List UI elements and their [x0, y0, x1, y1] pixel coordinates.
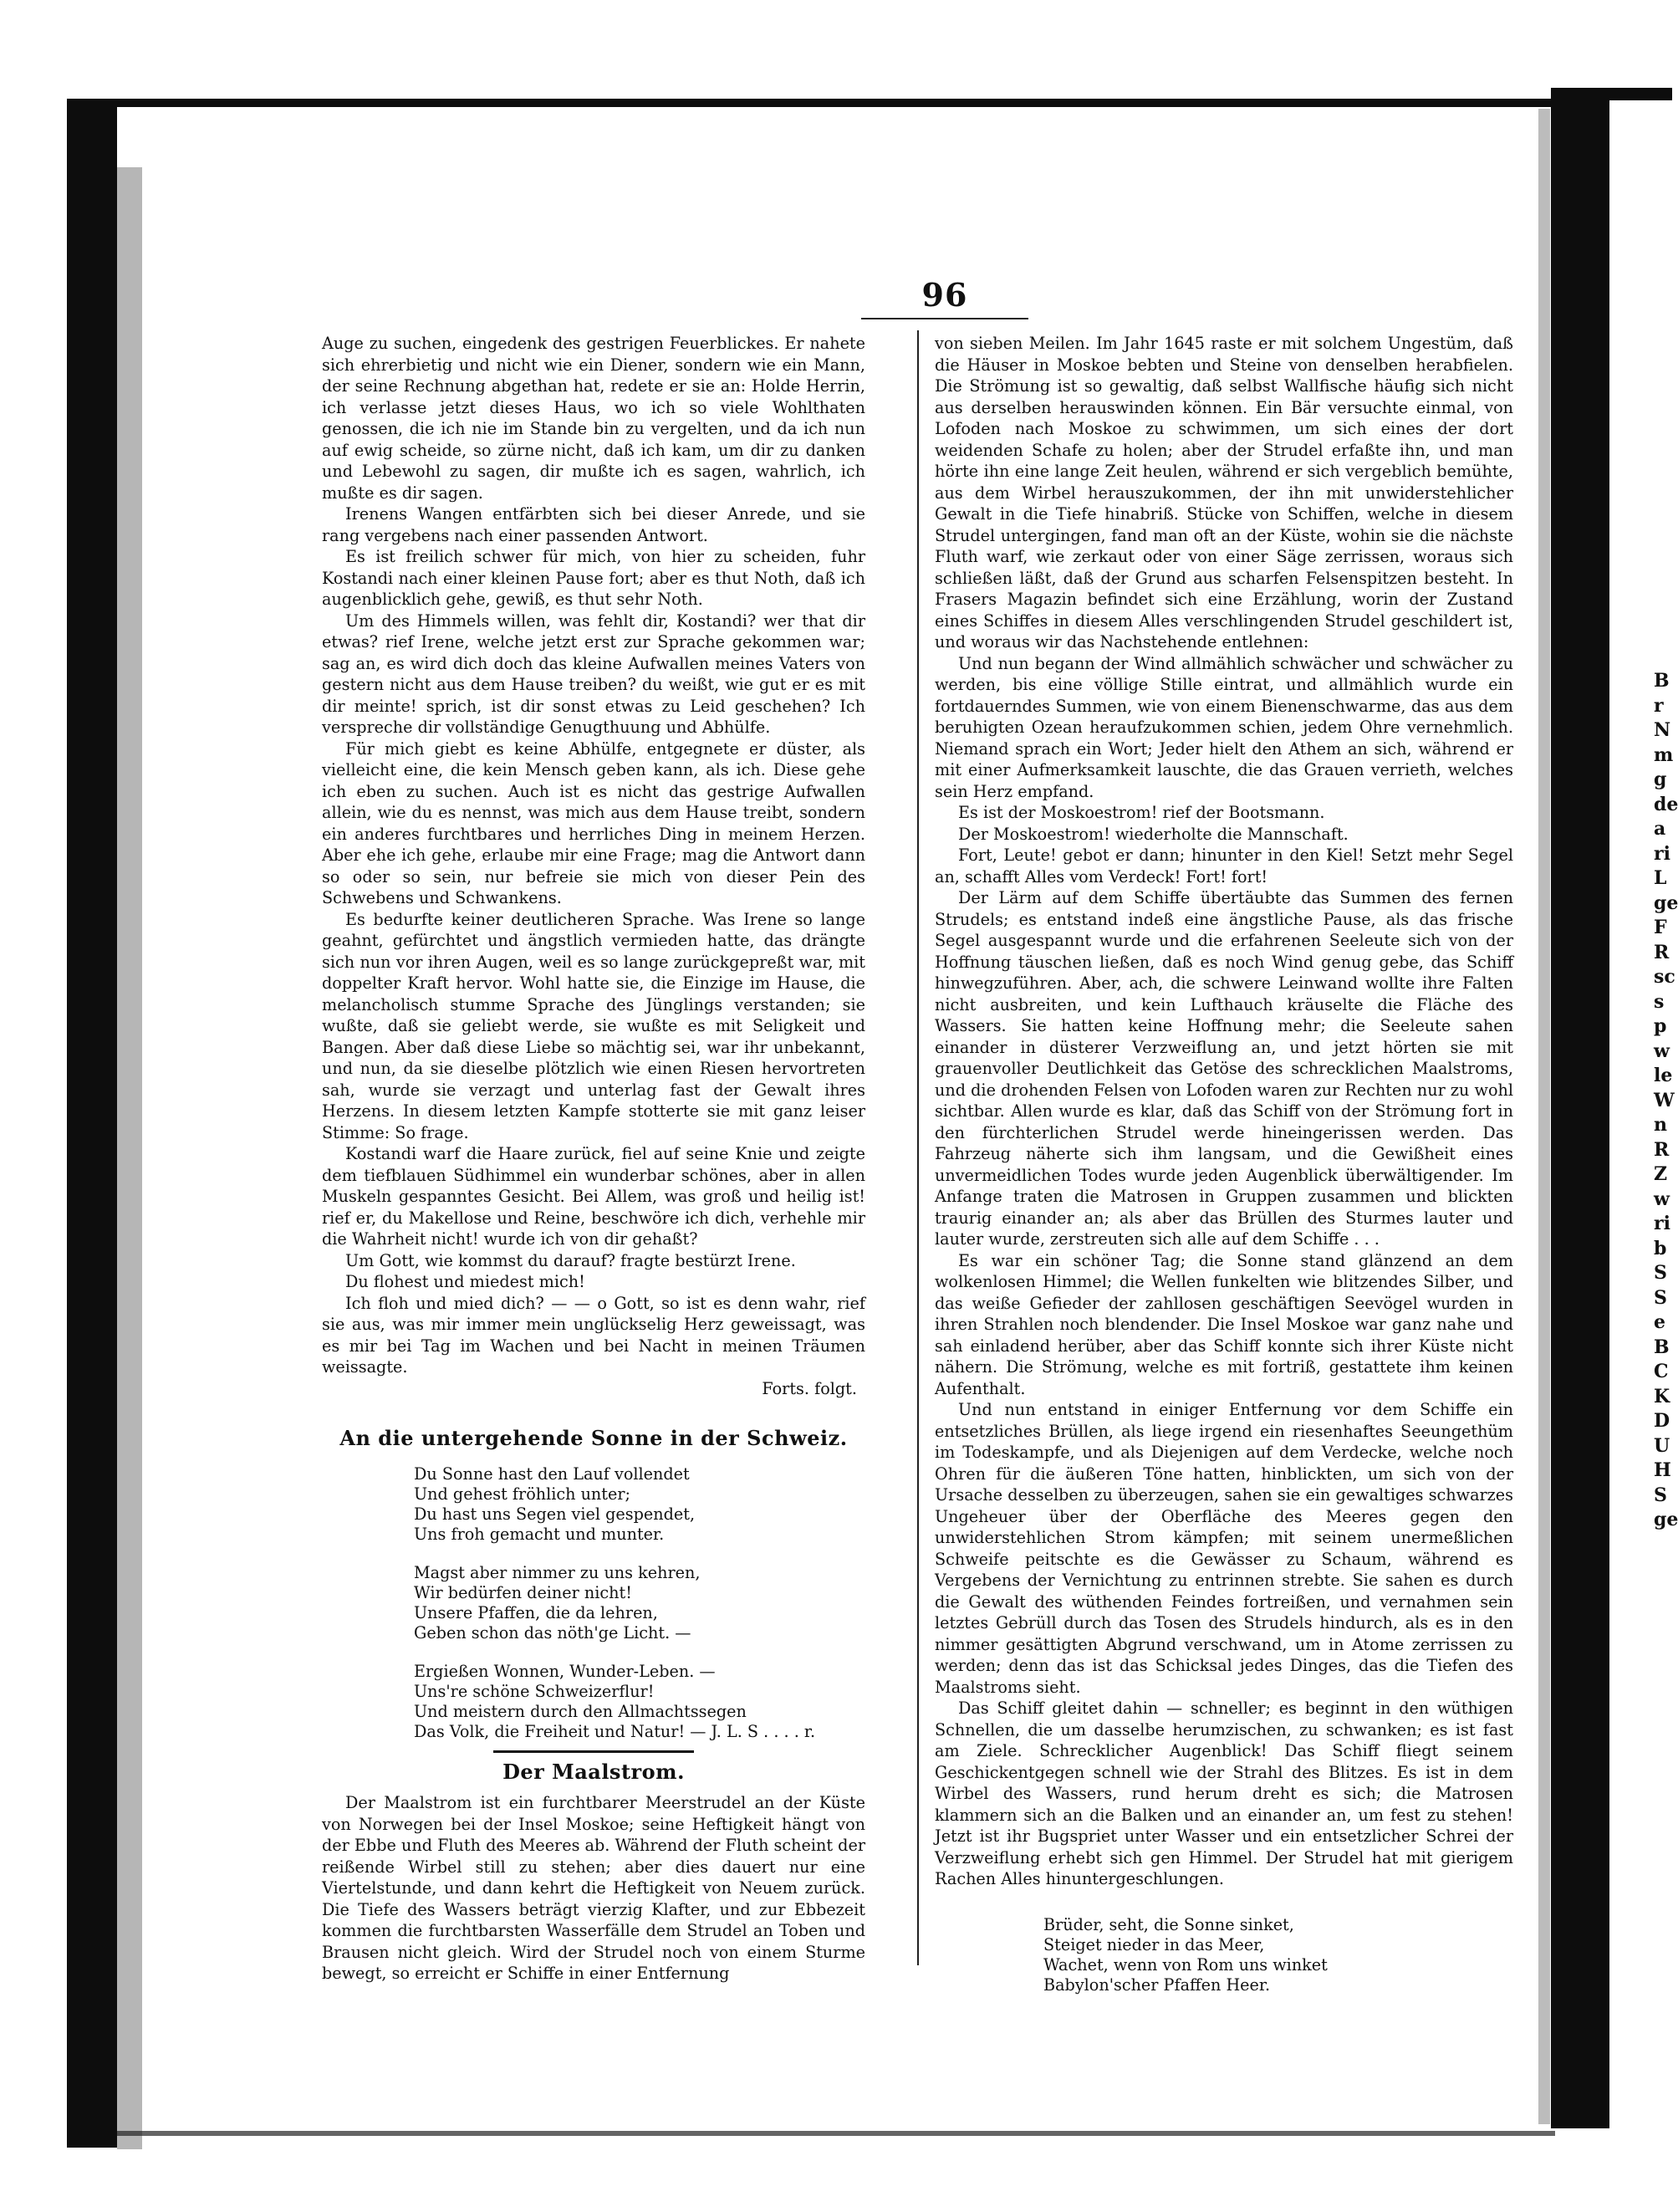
right-scan-edge-top: [1589, 88, 1672, 100]
fragment-letter: p: [1654, 1015, 1667, 1037]
poem-stanza: [414, 1464, 865, 1545]
story-paragraph: Irenens Wangen entfärbten sich bei dieser Anrede, und sie rang vergebens nach einer passenden Antwort.: [322, 504, 865, 545]
article-paragraph: Fort, Leute! gebot er dann; hinunter in den Kiel! Setzt mehr Segel an, schafft Alles vom Verdeck! Fort! fort!: [935, 845, 1513, 886]
story-paragraph: Es bedurfte keiner deutlicheren Sprache. Was Irene so lange geahnt, gefürchtet und ängstlich vermieden hatte, das drängte sich nun vor ihren Augen, weil es so lange zurückgepreßt war, mit doppelter Kraft hervor. Wohl hatte sie, die Einzige im Hause, die melancholisch stumme Sprache des Jünglings verstanden; sie wußte, daß sie geliebt werde, sie wußte es mit Seligkeit und Bangen. Aber daß diese Liebe so mächtig sei, war ihr unbekannt, und nun, da sie dieselbe plötzlich wie einen Riesen hervortreten sah, wurde sie verzagt und unterlag fast der Gewalt ihres Herzens. In diesem letzten Kampfe stotterte sie mit ganz leiser Stimme: So frage.: [322, 909, 865, 1142]
article-paragraph: Der Lärm auf dem Schiffe übertäubte das Summen des fernen Strudels; es entstand indeß eine ängstliche Pause, als das frische Segel ausgespannt wurde und die erfahrenen Seeleute sich von der Hoffnung täuschen ließen, daß es noch Wind genug gebe, das Schiff hinwegzuführen. Aber, ach, die schwere Leinwand wollte ihre Falten nicht ausbreiten, und kein Lufthauch kräuselte die Fläche des Wassers. Sie hatten keine Hoffnung mehr; die Seeleute sahen einander in düsterer Verzweiflung an, und jetzt hörten sie mit grauenvoller Deutlichkeit das Getöse des schrecklichen Maalstroms, und die drohenden Felsen von Lofoden waren zur Rechten nur zu wohl sichtbar. Allen wurde es klar, daß das Schiff von der Strömung fort in den fürchterlichen Strudel werde hineingerissen werden. Das Fahrzeug näherte sich ihm langsam, und die Gewißheit eines unvermeidlichen Todes wurde jeden Augenblick überwältigender. Im Anfange traten die Matrosen in Gruppen zusammen und blickten traurig einander an; als aber das Brüllen des Sturmes lauter und lauter wurde, zerstreuten sich alle auf dem Schiffe . . .: [935, 888, 1513, 1249]
fragment-letter: e: [1654, 1311, 1665, 1333]
story-paragraph: Es ist freilich schwer für mich, von hier zu scheiden, fuhr Kostandi nach einer kleinen Pause fort; aber es thut Noth, daß ich augenblicklich gehe, gewiß, es thut sehr Noth.: [322, 547, 865, 609]
fragment-letter: sc: [1654, 966, 1675, 988]
fragment-letter: L: [1654, 867, 1667, 889]
fragment-letter: ri: [1654, 1213, 1670, 1234]
verse-line: Wachet, wenn von Rom uns winket: [1043, 1954, 1328, 1974]
fragment-letter: s: [1654, 990, 1665, 1013]
right-column: [935, 333, 1513, 2014]
poem-title: An die untergehende Sonne in der Schweiz.: [339, 1426, 848, 1450]
left-page-gutter: [117, 167, 142, 2149]
verse-line: Brüder, seht, die Sonne sinket,: [1043, 1914, 1294, 1934]
fragment-letter: w: [1654, 1188, 1670, 1210]
fragment-letter: ge: [1654, 891, 1678, 914]
fragment-letter: R: [1654, 941, 1670, 963]
poem-line: Und meistern durch den Allmachtssegen: [414, 1701, 747, 1721]
column-divider: [917, 330, 919, 1965]
story-paragraph: Kostandi warf die Haare zurück, fiel auf seine Knie und zeigte dem tiefblauen Südhimmel ein wunderbar schönes, aber in allen Muskeln gespanntes Gesicht. Bei Allem, was groß und heilig ist! rief er, du Makellose und Reine, beschwöre ich dich, verhehle mir die Wahrheit nicht! wurde ich von dir gehaßt?: [322, 1144, 865, 1249]
fragment-letter: H: [1654, 1459, 1671, 1481]
page-number-rule: [861, 318, 1028, 319]
fragment-letter: B: [1654, 1336, 1670, 1358]
article-paragraph: von sieben Meilen. Im Jahr 1645 raste er mit solchem Ungestüm, daß die Häuser in Moskoe bebten und Steine von denselben herabfielen. Die Strömung ist so gewaltig, daß selbst Wallfische häufig sich nicht aus derselben herauswinden können. Ein Bär versuchte einmal, von Lofoden nach Moskoe zu schwimmen, um sich eines der dort weidenden Schafe zu holen; aber der Strudel erfaßte ihn, und man hörte ihn eine lange Zeit heulen, während er sich vergeblich bemühte, aus dem Wirbel herauszukommen, der ihn mit unwiderstehlicher Gewalt in die Tiefe hinabriß. Stücke von Schiffen, welche in diesem Strudel untergingen, fand man oft an der Küste, wohin sie die nächste Fluth warf, wie zerkaut oder von einer Säge zerrissen, woraus sich schließen läßt, daß der Grund aus scharfen Felsenspitzen besteht. In Frasers Magazin befindet sich eine Erzählung, worin der Zustand eines Schiffes in diesem Alles verschlingenden Strudel geschildert ist, und woraus wir das Nachstehende entlehnen:: [935, 334, 1513, 651]
article-paragraph: Der Maalstrom ist ein furchtbarer Meerstrudel an der Küste von Norwegen bei der Insel Moskoe; seine Heftigkeit hängt von der Ebbe und Fluth des Meeres ab. Während der Fluth scheint der reißende Wirbel still zu stehen; aber dies dauert nur eine Viertelstunde, und dann kehrt die Heftigkeit von Neuem zurück. Die Tiefe des Wassers beträgt vierzig Klafter, und zur Ebbezeit kommen die furchtbarsten Wasserfälle dem Strudel an Toben und Brausen nicht gleich. Wird der Strudel noch von einem Sturme bewegt, so erreicht er Schiffe in einer Entfernung: [322, 1793, 865, 1983]
article-paragraph: Es war ein schöner Tag; die Sonne stand glänzend an dem wolkenlosen Himmel; die Wellen funkelten wie blitzendes Silber, und das weiße Gefieder der zahllosen geschäftigen Seevögel wurden in ihren Strahlen noch blendender. Die Insel Moskoe war ganz nahe und sah einladend herüber, aber das Schiff konnte sich ihrer Küste nicht nähern. Die Strömung, welche es mit fortriß, gestattete ihm keinen Aufenthalt.: [935, 1250, 1513, 1398]
fragment-letter: n: [1654, 1114, 1667, 1136]
fragment-letter: B: [1654, 670, 1670, 692]
fragment-letter: S: [1654, 1262, 1667, 1284]
poem-line: Unsere Pfaffen, die da lehren,: [414, 1602, 658, 1622]
page-number: 96: [921, 276, 968, 314]
fragment-letter: r: [1654, 694, 1664, 717]
fragment-letter: F: [1654, 917, 1667, 938]
poem-line: Das Volk, die Freiheit und Natur! — J. L. S . . . . r.: [414, 1721, 816, 1741]
poem-line: Und gehest fröhlich unter;: [414, 1484, 630, 1504]
fragment-letter: W: [1654, 1089, 1675, 1111]
poem-line: Du hast uns Segen viel gespendet,: [414, 1504, 696, 1524]
poem-line: Geben schon das nöth'ge Licht. —: [414, 1622, 691, 1642]
fragment-letter: w: [1654, 1040, 1670, 1062]
fragment-letter: le: [1654, 1065, 1673, 1086]
fragment-letter: b: [1654, 1237, 1667, 1259]
article-title: Der Maalstrom.: [502, 1759, 685, 1784]
continuation-note: Forts. folgt.: [762, 1378, 857, 1398]
bottom-scan-edge: [117, 2131, 1555, 2136]
fragment-letter: S: [1654, 1286, 1667, 1309]
verse-line: Steiget nieder in das Meer,: [1043, 1934, 1265, 1954]
fragment-letter: U: [1654, 1434, 1670, 1457]
left-column: [322, 333, 865, 1985]
poem-line: Wir bedürfen deiner nicht!: [414, 1582, 632, 1602]
right-page-inner-edge: [1538, 109, 1550, 2124]
story-paragraph: Auge zu suchen, eingedenk des gestrigen Feuerblickes. Er nahete sich ehrerbietig und nicht wie ein Diener, sondern wie ein Mann, der seine Rechnung abgethan hat, redete er sie an: Holde Herrin, ich verlasse jetzt dieses Haus, wo ich so viele Wohlthaten genossen, die ich nie im Stande bin zu vergelten, und da ich nun auf ewig scheide, so zürne nicht, daß ich kam, um dir zu danken und Lebewohl zu sagen, dir mußte ich es sagen, wahrlich, ich mußte es dir sagen.: [322, 334, 865, 503]
fragment-letter: S: [1654, 1484, 1667, 1506]
fragment-letter: ri: [1654, 842, 1670, 865]
fragment-letter: R: [1654, 1138, 1670, 1161]
poem-line: Uns're schöne Schweizerflur!: [414, 1681, 655, 1701]
fragment-letter: a: [1654, 818, 1666, 840]
article-paragraph: Das Schiff gleitet dahin — schneller; es beginnt in den wüthigen Schnellen, die um dasselbe herumzischen, zu schwanken; es ist fast am Ziele. Schrecklicher Augenblick! Das Schiff fliegt seinem Geschickentgegen schnell wie der Strahl des Blitzes. Es ist in dem Wirbel des Wassers, rund herum dreht es sich; die Matrosen klammern sich an die Balken und an einander an, um fest zu stehen! Jetzt ist ihr Bugspriet unter Wasser und ein entsetzlicher Schrei der Verzweiflung erhebt sich gen Himmel. Der Strudel hat mit gierigem Rachen Alles hinuntergeschlungen.: [935, 1699, 1513, 1888]
story-paragraph: Ich floh und mied dich? — — o Gott, so ist es denn wahr, rief sie aus, was mir immer mein unglückselig Herz geweissagt, was es mir bei Tag im Wachen und bei Nacht in meinen Träumen weissagte.: [322, 1293, 865, 1377]
article-paragraph: Und nun entstand in einiger Entfernung vor dem Schiffe ein entsetzliches Brüllen, als liege irgend ein riesenhaftes Seeungethüm im Todeskampfe, und als Diejenigen auf dem Verdecke, welche noch Ohren für die äußeren Töne hatten, hinblickten, um sich von der Ursache desselben zu überzeugen, sahen sie ein gewaltiges schwarzes Ungeheuer über der Oberfläche des Meeres gegen den unwiderstehlichen Strom kämpfen; mit seinem unermeßlichen Schweife peitschte es die Gewässer zu Schaum, während es Vergebens der Vernichtung zu entrinnen strebte. Sie sahen es durch die Gewalt des wüthenden Feindes fortreißen, und vernahmen sein letztes Gebrüll durch das Tosen des Strudels hindurch, als es in den nimmer gesättigten Abgrund verschwand, um in Atome zerrissen zu werden; denn das ist das Schicksal jedes Dinges, das die Tiefen des Maalstroms sieht.: [935, 1400, 1513, 1697]
poem-line: Magst aber nimmer zu uns kehren,: [414, 1562, 701, 1582]
article-paragraph: Es ist der Moskoestrom! rief der Bootsmann.: [958, 803, 1325, 822]
fragment-letter: C: [1654, 1361, 1669, 1382]
article-paragraph: Und nun begann der Wind allmählich schwächer und schwächer zu werden, bis eine völlige Stille eintrat, und allmählich wurde ein fortdauerndes Summen, wie von einem Bienenschwarme, das aus dem beruhigten Ozean heraufzukommen schien, jedem Ohre vernehmlich. Niemand sprach ein Wort; Jeder hielt den Athem an sich, während er mit einer Aufmerksamkeit lauschte, die das Grauen verrieth, welches sein Herz empfand.: [935, 653, 1513, 801]
poem-line: Ergießen Wonnen, Wunder-Leben. —: [414, 1661, 716, 1681]
fragment-letter: Z: [1654, 1163, 1668, 1185]
right-scan-edge: [1551, 88, 1609, 2128]
article-paragraph: Der Moskoestrom! wiederholte die Mannschaft.: [958, 824, 1349, 844]
left-scan-edge: [67, 99, 117, 2148]
section-separator: [493, 1750, 694, 1753]
fragment-letter: N: [1654, 719, 1671, 741]
fragment-letter: de: [1654, 793, 1678, 815]
story-paragraph: Du flohest und miedest mich!: [345, 1272, 585, 1291]
fragment-letter: D: [1654, 1410, 1670, 1432]
closing-verse: [1043, 1915, 1513, 1995]
story-paragraph: Um Gott, wie kommst du darauf? fragte bestürzt Irene.: [345, 1250, 796, 1270]
verse-line: Babylon'scher Pfaffen Heer.: [1043, 1974, 1271, 1995]
adjacent-page-fragment: [1654, 669, 1678, 1533]
fragment-letter: K: [1654, 1385, 1670, 1407]
fragment-letter: ge: [1654, 1509, 1678, 1530]
story-paragraph: Für mich giebt es keine Abhülfe, entgegnete er düster, als vielleicht eine, die kein Mensch geben kann, als ich. Diese gehe ich eben zu suchen. Auch ist es nicht das gestrige Aufwallen allein, wie du es nennst, was mich aus dem Hause treibt, sondern ein anderes furchtbares und herrliches Ding in meinem Herzen. Aber ehe ich gehe, erlaube mir eine Frage; mag die Antwort dann so oder so sein, nur befreie sie mich von dieser Pein des Schwebens und Schwankens.: [322, 738, 865, 907]
poem-stanza: [414, 1662, 865, 1742]
fragment-letter: g: [1654, 769, 1667, 790]
top-scan-border: [67, 99, 1555, 107]
poem-line: Du Sonne hast den Lauf vollendet: [414, 1464, 690, 1484]
story-paragraph: Um des Himmels willen, was fehlt dir, Kostandi? wer that dir etwas? rief Irene, welche jetzt erst zur Sprache gekommen war; sag an, es wird dich doch das kleine Aufwallen meines Vaters von gestern nicht aus dem Hause treiben? du weißt, wie gut er es mit dir meinte! sprich, ist dir sonst etwas zu Leid geschehen? Ich verspreche dir vollständige Genugthuung und Abhülfe.: [322, 610, 865, 737]
poem-stanza: [414, 1563, 865, 1643]
fragment-letter: m: [1654, 743, 1674, 766]
poem-line: Uns froh gemacht und munter.: [414, 1524, 665, 1544]
